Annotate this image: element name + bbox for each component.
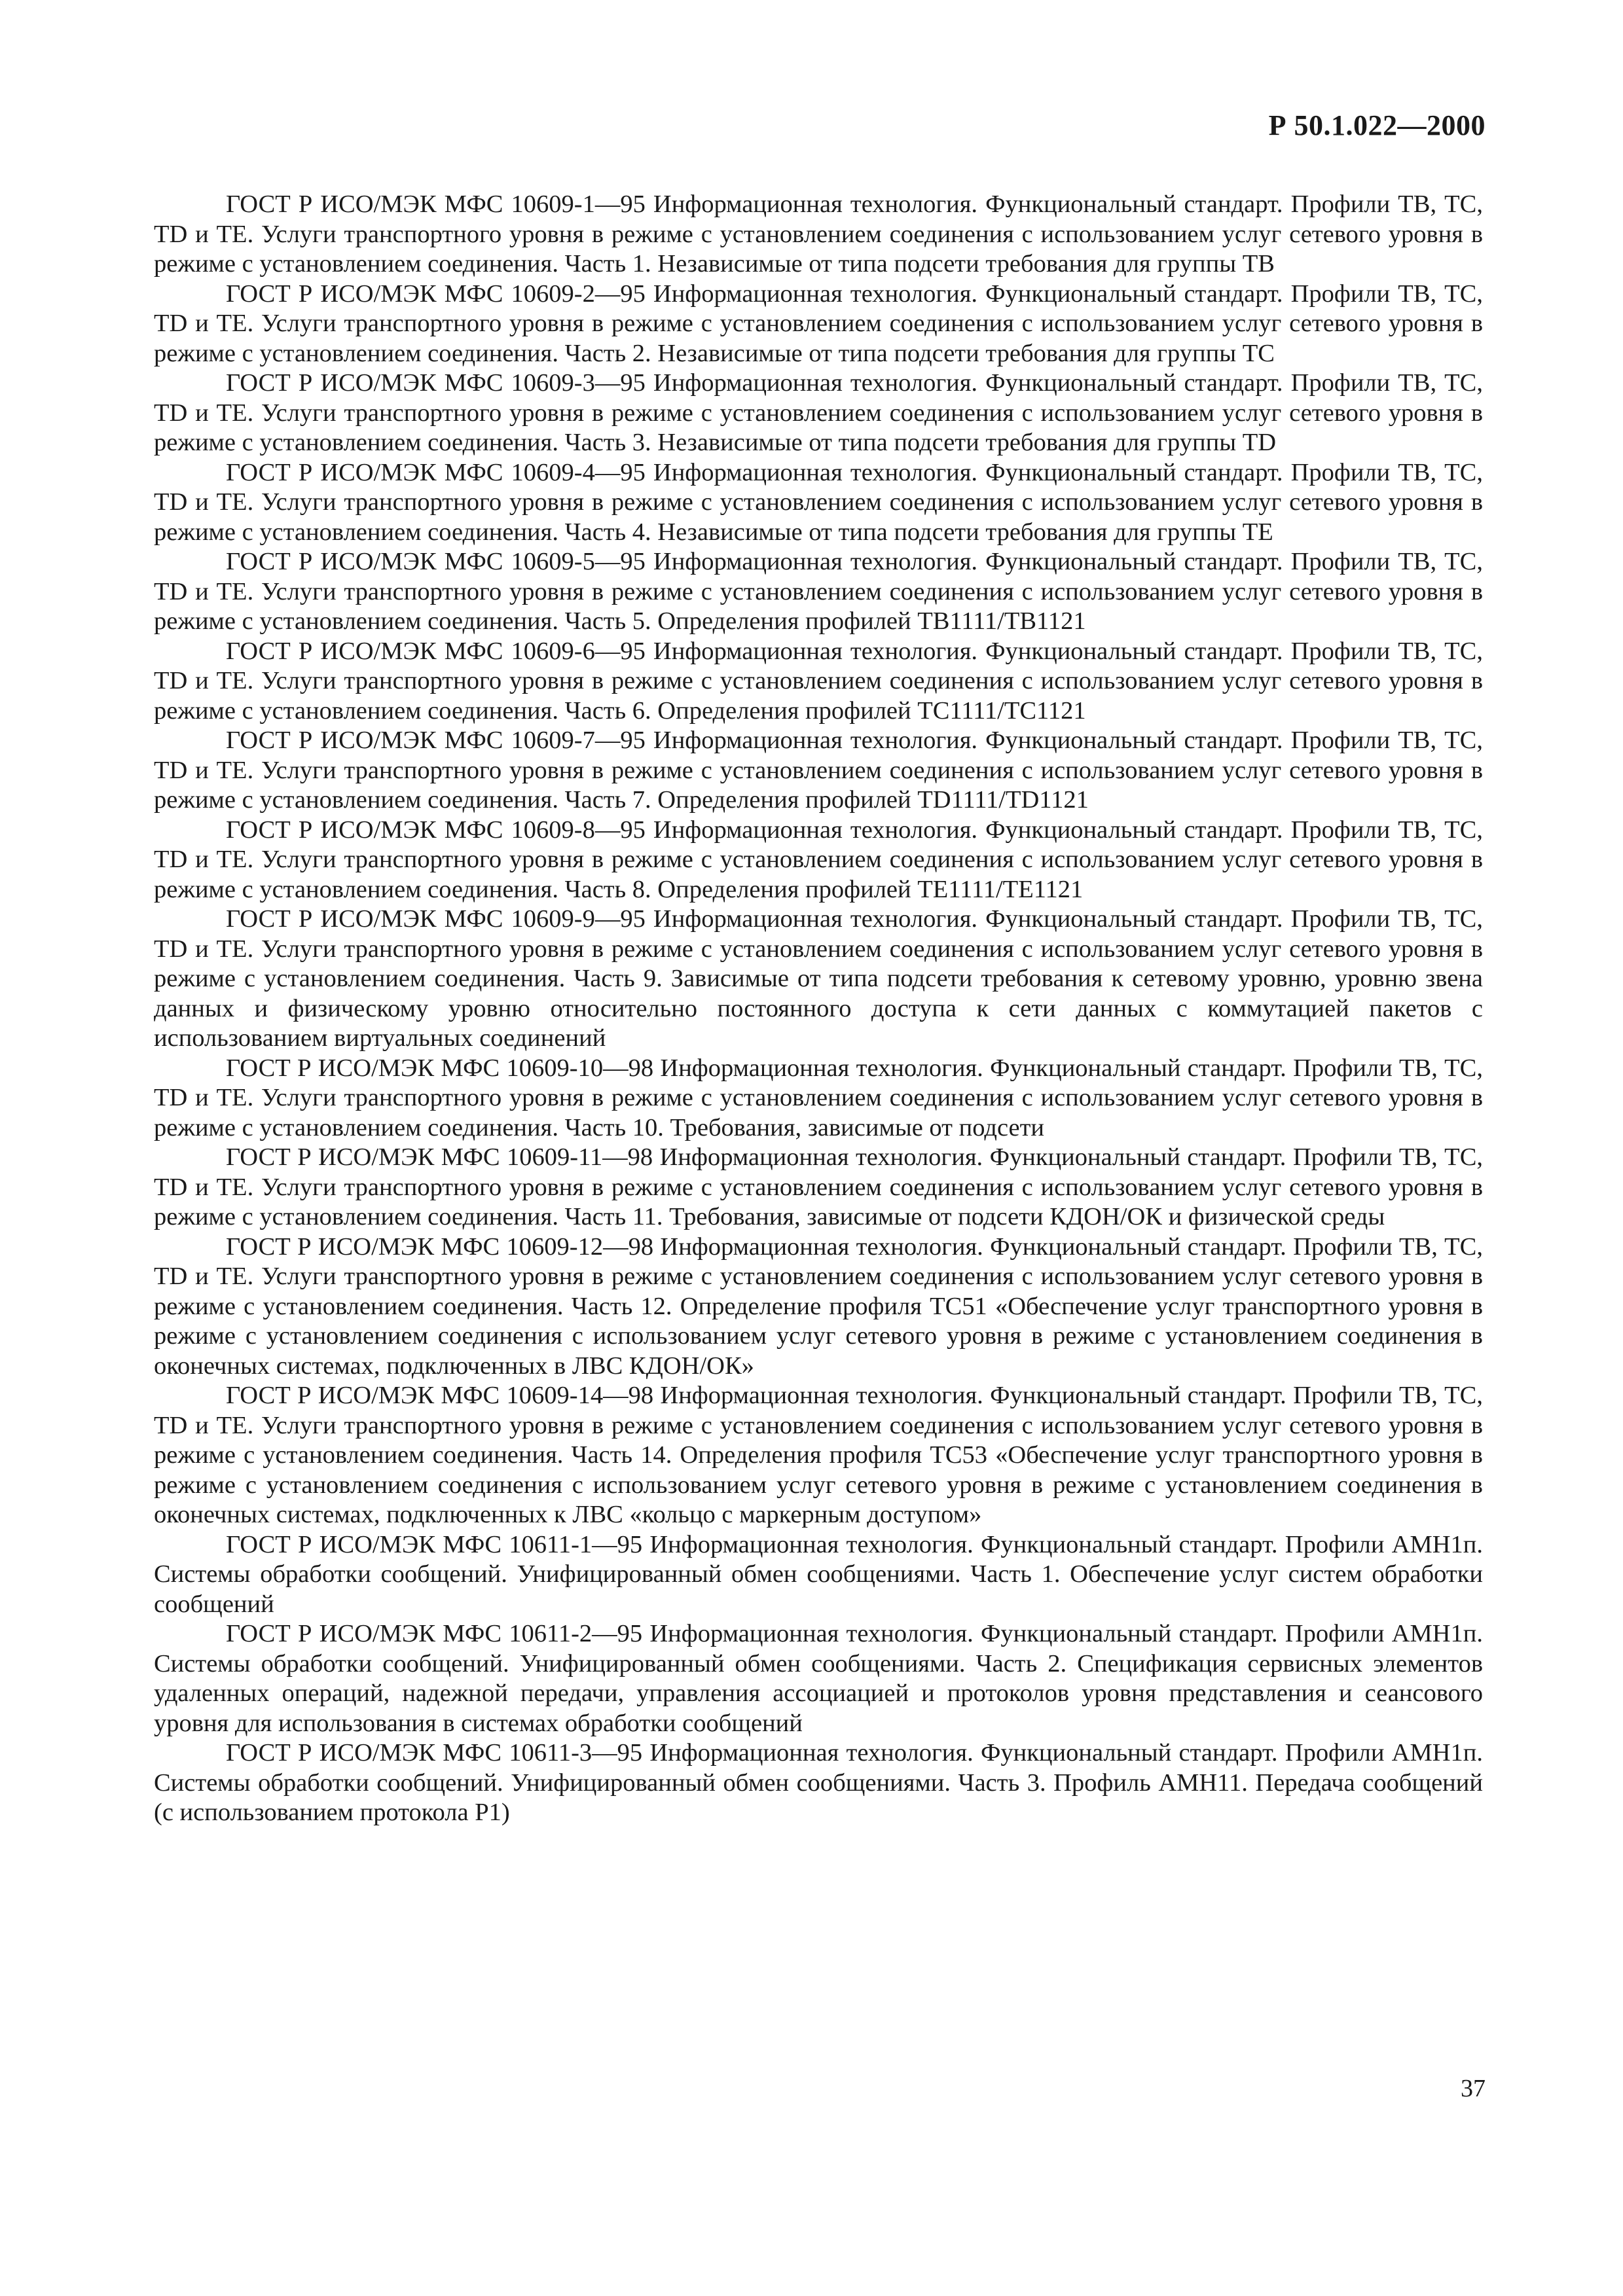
list-item: ГОСТ Р ИСО/МЭК МФС 10609-10—98 Информационная технология. Функциональный стандарт. Профили ТВ, ТС, TD и ТЕ. Услуги транспортного уровня в режиме с установлением соединения с использованием услуг сетевого уровня в режиме с установлением соединения. Часть 10. Требования, зависимые от подсети (154, 1054, 1483, 1141)
list-item: ГОСТ Р ИСО/МЭК МФС 10611-1—95 Информационная технология. Функциональный стандарт. Профили АМН1п. Системы обработки сообщений. Унифицированный обмен сообщениями. Часть 1. Обеспечение услуг систем обработки сообщений (154, 1530, 1483, 1618)
list-item: ГОСТ Р ИСО/МЭК МФС 10609-12—98 Информационная технология. Функциональный стандарт. Профили ТВ, ТС, TD и ТЕ. Услуги транспортного уровня в режиме с установлением соединения с использованием услуг сетевого уровня в режиме с установлением соединения. Часть 12. Определение профиля ТС51 «Обеспечение услуг транспортного уровня в режиме с установлением соединения с использованием услуг сетевого уровня в режиме с установлением соединения в оконечных системах, подключенных в ЛВС КДОН/ОК» (154, 1232, 1483, 1380)
list-item: ГОСТ Р ИСО/МЭК МФС 10609-14—98 Информационная технология. Функциональный стандарт. Профили ТВ, ТС, TD и ТЕ. Услуги транспортного уровня в режиме с установлением соединения с использованием услуг сетевого уровня в режиме с установлением соединения. Часть 14. Определения профиля ТС53 «Обеспечение услуг транспортного уровня в режиме с установлением соединения с использованием услуг сетевого уровня в режиме с установлением соединения в оконечных системах, подключенных к ЛВС «кольцо с маркерным доступом» (154, 1382, 1483, 1528)
list-item: ГОСТ Р ИСО/МЭК МФС 10609-8—95 Информационная технология. Функциональный стандарт. Профили ТВ, ТС, TD и ТЕ. Услуги транспортного уровня в режиме с установлением соединения с использованием услуг сетевого уровня в режиме с установлением соединения. Часть 8. Определения профилей ТЕ1111/ТЕ1121 (154, 816, 1483, 903)
list-item: ГОСТ Р ИСО/МЭК МФС 10611-2—95 Информационная технология. Функциональный стандарт. Профили АМН1п. Системы обработки сообщений. Унифицированный обмен сообщениями. Часть 2. Спецификация сервисных элементов удаленных операций, надежной передачи, управления ассоциацией и протоколов уровня представления и сеансового уровня для использования в системах обработки сообщений (154, 1620, 1483, 1737)
list-item: ГОСТ Р ИСО/МЭК МФС 10611-3—95 Информационная технология. Функциональный стандарт. Профили АМН1п. Системы обработки сообщений. Унифицированный обмен сообщениями. Часть 3. Профиль АМН11. Передача сообщений (с использованием протокола Р1) (154, 1739, 1483, 1826)
list-item: ГОСТ Р ИСО/МЭК МФС 10609-9—95 Информационная технология. Функциональный стандарт. Профили ТВ, ТС, TD и ТЕ. Услуги транспортного уровня в режиме с установлением соединения с использованием услуг сетевого уровня в режиме с установлением соединения. Часть 9. Зависимые от типа подсети требования к сетевому уровню, уровню звена данных и физическому уровню относительно постоянного доступа к сети данных с коммутацией пакетов с использованием виртуальных соединений (154, 905, 1483, 1052)
list-item: ГОСТ Р ИСО/МЭК МФС 10609-11—98 Информационная технология. Функциональный стандарт. Профили ТВ, ТС, TD и ТЕ. Услуги транспортного уровня в режиме с установлением соединения с использованием услуг сетевого уровня в режиме с установлением соединения. Часть 11. Требования, зависимые от подсети КДОН/ОК и физической среды (154, 1143, 1483, 1230)
list-item: ГОСТ Р ИСО/МЭК МФС 10609-5—95 Информационная технология. Функциональный стандарт. Профили ТВ, ТС, TD и ТЕ. Услуги транспортного уровня в режиме с установлением соединения с использованием услуг сетевого уровня в режиме с установлением соединения. Часть 5. Определения профилей ТВ1111/ТВ1121 (154, 548, 1483, 635)
standards-list (154, 190, 1483, 1828)
document-code-header: Р 50.1.022—2000 (1268, 109, 1486, 141)
page-number: 37 (1461, 2075, 1486, 2102)
list-item: ГОСТ Р ИСО/МЭК МФС 10609-7—95 Информационная технология. Функциональный стандарт. Профили ТВ, ТС, TD и ТЕ. Услуги транспортного уровня в режиме с установлением соединения с использованием услуг сетевого уровня в режиме с установлением соединения. Часть 7. Определения профилей TD1111/TD1121 (154, 726, 1483, 814)
list-item: ГОСТ Р ИСО/МЭК МФС 10609-2—95 Информационная технология. Функциональный стандарт. Профили ТВ, ТС, TD и ТЕ. Услуги транспортного уровня в режиме с установлением соединения с использованием услуг сетевого уровня в режиме с установлением соединения. Часть 2. Независимые от типа подсети требования для группы ТС (154, 279, 1483, 367)
list-item: ГОСТ Р ИСО/МЭК МФС 10609-3—95 Информационная технология. Функциональный стандарт. Профили ТВ, ТС, TD и ТЕ. Услуги транспортного уровня в режиме с установлением соединения с использованием услуг сетевого уровня в режиме с установлением соединения. Часть 3. Независимые от типа подсети требования для группы TD (154, 369, 1483, 456)
list-item: ГОСТ Р ИСО/МЭК МФС 10609-4—95 Информационная технология. Функциональный стандарт. Профили ТВ, ТС, TD и ТЕ. Услуги транспортного уровня в режиме с установлением соединения с использованием услуг сетевого уровня в режиме с установлением соединения. Часть 4. Независимые от типа подсети требования для группы ТЕ (154, 458, 1483, 546)
list-item: ГОСТ Р ИСО/МЭК МФС 10609-6—95 Информационная технология. Функциональный стандарт. Профили ТВ, ТС, TD и ТЕ. Услуги транспортного уровня в режиме с установлением соединения с использованием услуг сетевого уровня в режиме с установлением соединения. Часть 6. Определения профилей ТС1111/ТС1121 (154, 637, 1483, 725)
list-item: ГОСТ Р ИСО/МЭК МФС 10609-1—95 Информационная технология. Функциональный стандарт. Профили ТВ, ТС, TD и ТЕ. Услуги транспортного уровня в режиме с установлением соединения с использованием услуг сетевого уровня в режиме с установлением соединения. Часть 1. Независимые от типа подсети требования для группы ТВ (154, 190, 1483, 278)
